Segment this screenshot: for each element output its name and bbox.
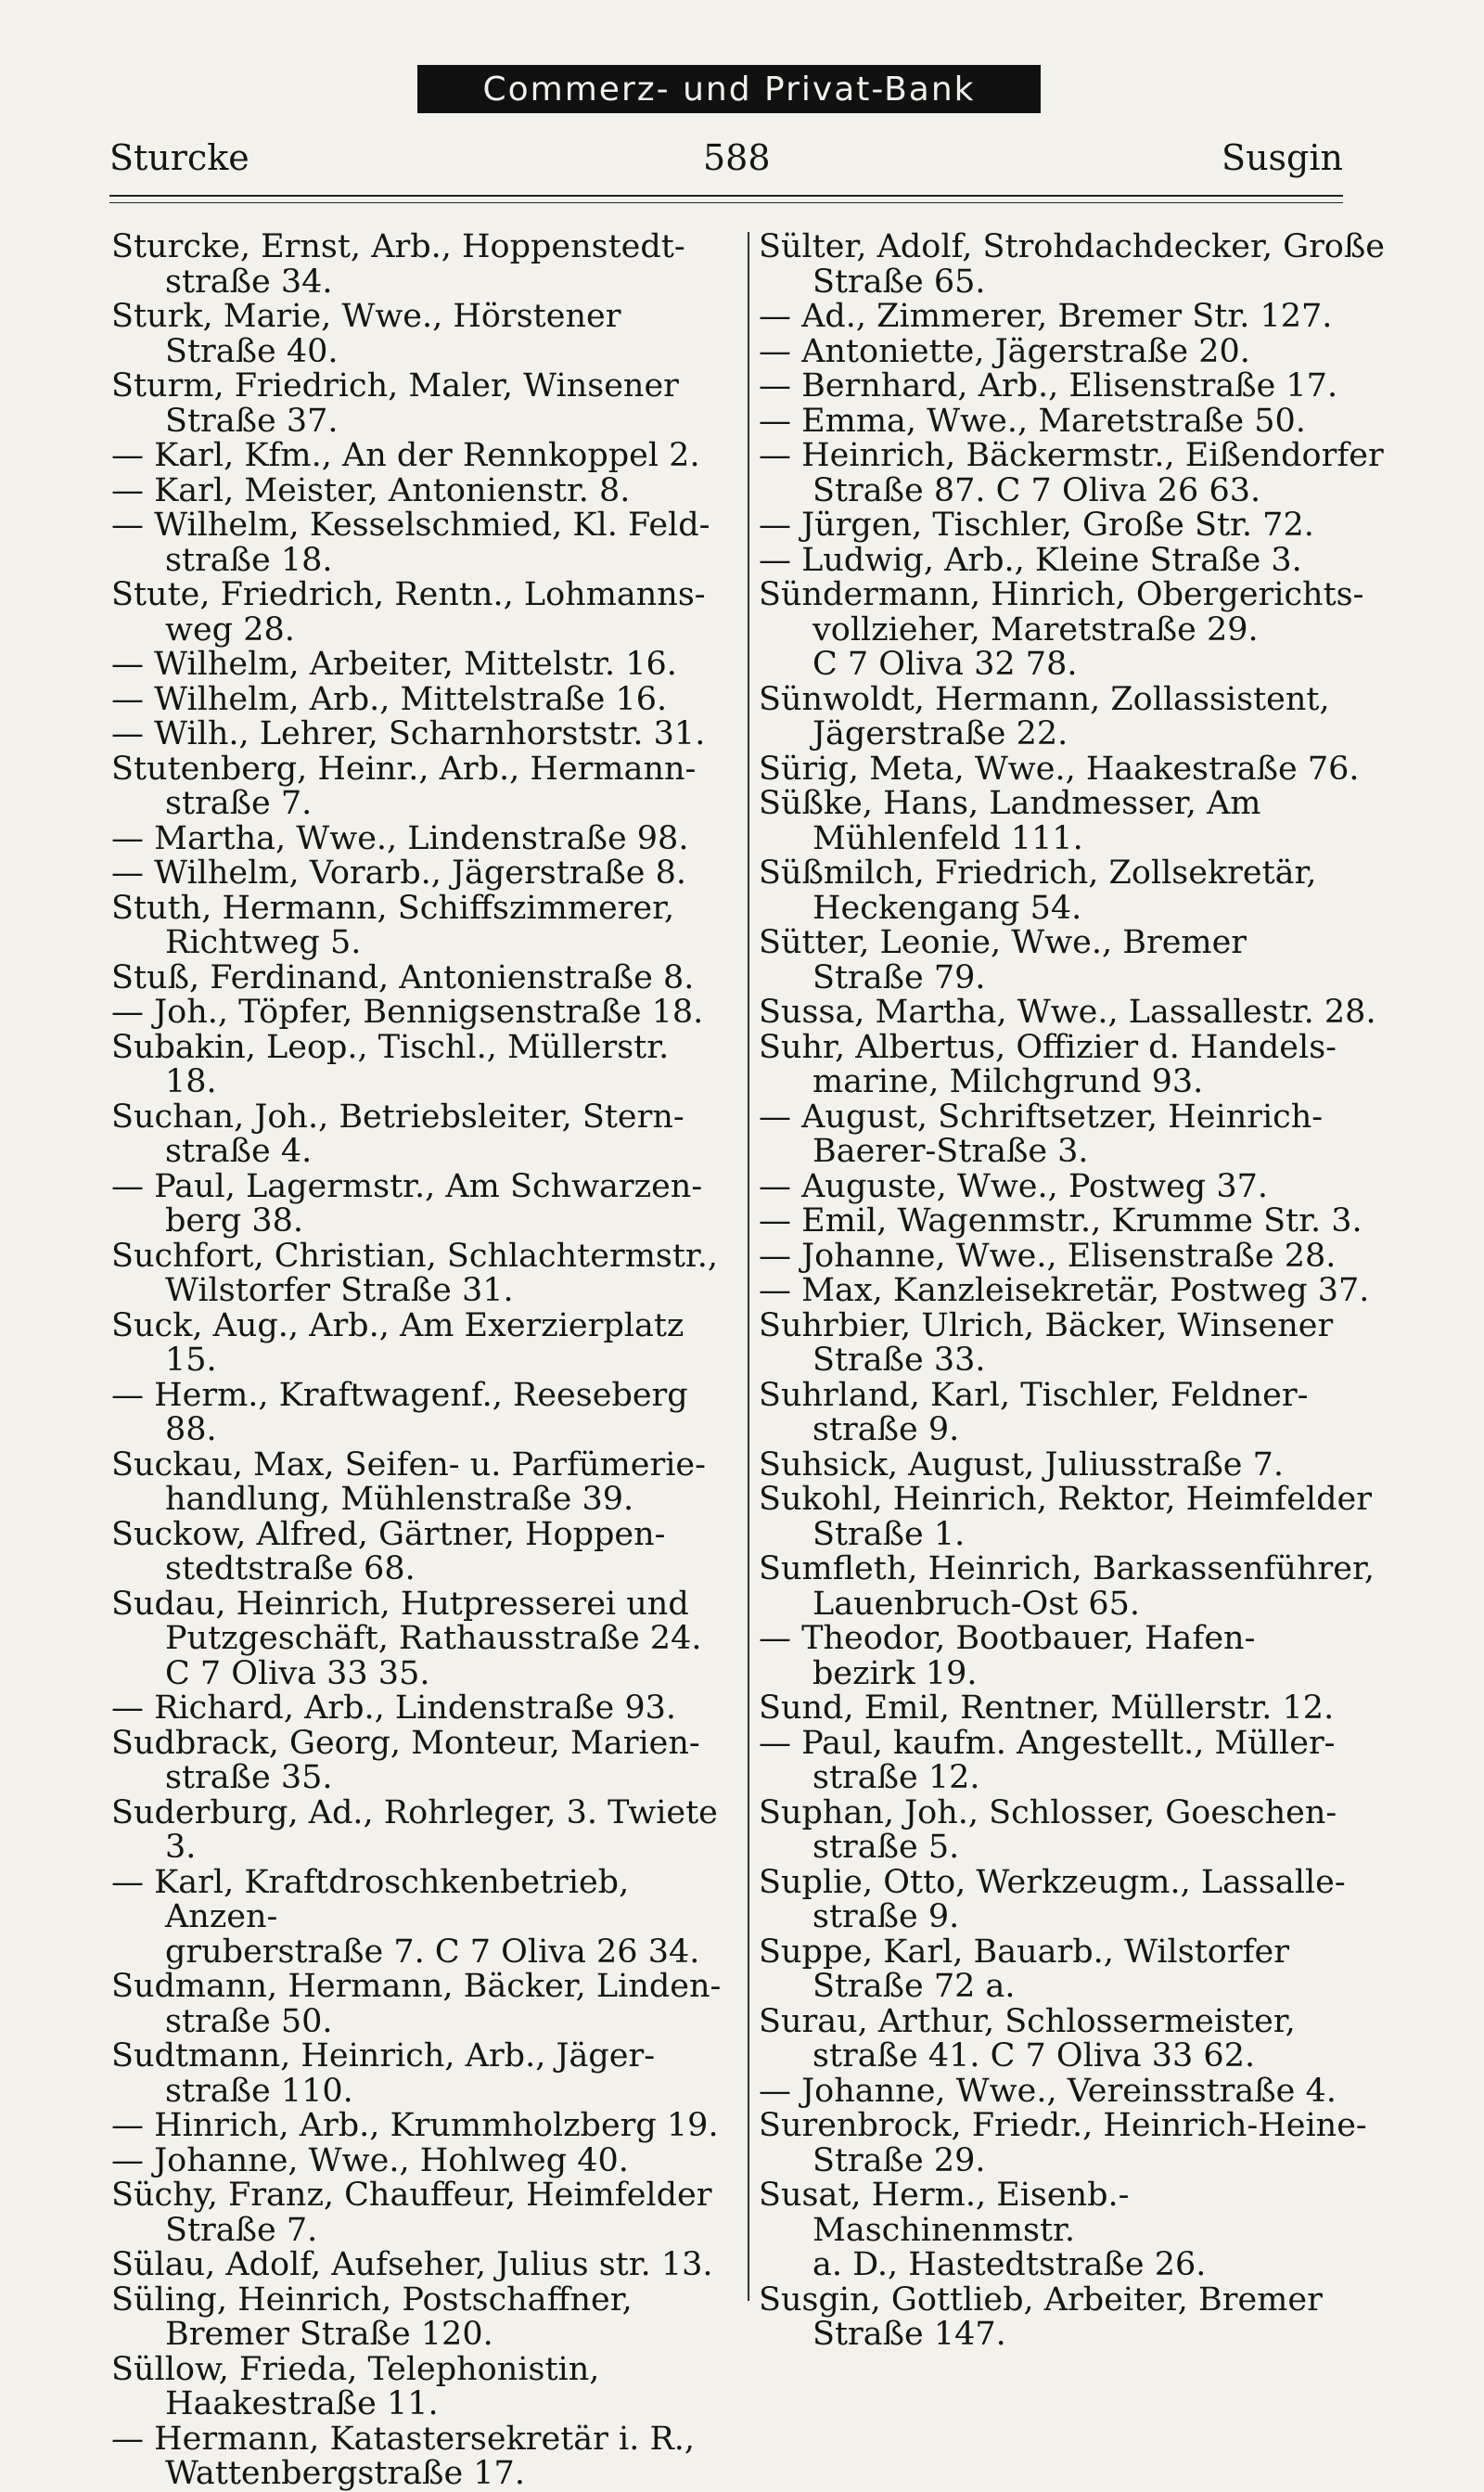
directory-entry: Sudmann, Hermann, Bäcker, Linden- straße 50. [111, 1968, 722, 2040]
directory-entry: Sund, Emil, Rentner, Müllerstr. 12. [759, 1689, 1335, 1727]
directory-entry: Süling, Heinrich, Postschaffner, Bremer Straße 120. [111, 2280, 633, 2353]
directory-entry: Stutenberg, Heinr., Arb., Hermann- straße 7. [111, 750, 697, 822]
directory-entry: — Johanne, Wwe., Elisenstraße 28. [759, 1237, 1337, 1275]
directory-entry: Sülau, Adolf, Aufseher, Julius str. 13. [111, 2246, 713, 2283]
directory-entry: Sudtmann, Heinrich, Arb., Jäger- straße 110. [111, 2037, 656, 2110]
directory-entry: Sünwoldt, Hermann, Zollassistent, Jägerstraße 22. [759, 680, 1330, 752]
directory-entry: Suck, Aug., Arb., Am Exerzierplatz 15. [111, 1306, 695, 1379]
directory-entry: — Jürgen, Tischler, Große Str. 72. [759, 507, 1314, 544]
directory-entry: — Johanne, Wwe., Vereinsstraße 4. [759, 2072, 1337, 2110]
directory-entry: Sülter, Adolf, Strohdachdecker, Große Straße 65. [759, 228, 1385, 301]
directory-entry: — Paul, Lagermstr., Am Schwarzen- berg 38. [111, 1167, 703, 1240]
directory-entry: Stuth, Hermann, Schiffszimmerer, Richtweg 5. [111, 889, 675, 961]
directory-entry: Suckau, Max, Seifen- u. Parfümerie- handlung, Mühlenstraße 39. [111, 1445, 706, 1518]
bank-banner: Commerz- und Privat-Bank [417, 65, 1041, 113]
directory-entry: Suphan, Joh., Schlosser, Goeschen- straße 5. [759, 1793, 1337, 1866]
page-number: 588 [703, 137, 771, 178]
directory-entry: Stuß, Ferdinand, Antonienstraße 8. [111, 958, 695, 996]
directory-entry: Sturm, Friedrich, Maler, Winsener Straße 37. [111, 367, 679, 440]
column-divider [748, 232, 749, 2301]
directory-entry: Susat, Herm., Eisenb.-Maschinenmstr. a. D., Hastedtstraße 26. [759, 2177, 1207, 2283]
directory-entry: Suhr, Albertus, Offizier d. Handels- marine, Milchgrund 93. [759, 1028, 1337, 1100]
directory-entry: — Theodor, Bootbauer, Hafen- bezirk 19. [759, 1620, 1256, 1692]
directory-entry: Surau, Arthur, Schlossermeister, straße 41. C 7 Oliva 33 62. [759, 2002, 1296, 2075]
directory-entry: — Wilhelm, Arb., Mittelstraße 16. [111, 680, 668, 718]
right-column [759, 230, 1389, 2353]
directory-entry: — Hermann, Katastersekretär i. R., Wattenbergstraße 17. [111, 2420, 696, 2492]
directory-entry: Süchy, Franz, Chauffeur, Heimfelder Straße 7. [111, 2177, 712, 2249]
directory-entry: — Karl, Meister, Antonienstr. 8. [111, 471, 631, 509]
directory-entry: Sukohl, Heinrich, Rektor, Heimfelder Straße 1. [759, 1481, 1372, 1553]
directory-entry: — Emma, Wwe., Maretstraße 50. [759, 402, 1306, 440]
directory-entry: Suderburg, Ad., Rohrleger, 3. Twiete 3. [111, 1793, 729, 1866]
directory-entry: — Wilh., Lehrer, Scharnhorststr. 31. [111, 715, 706, 752]
directory-entry: Sudbrack, Georg, Monteur, Marien- straße 35. [111, 1724, 700, 1796]
directory-entry: — Antoniette, Jägerstraße 20. [759, 332, 1250, 370]
directory-entry: Suhsick, August, Juliusstraße 7. [759, 1445, 1285, 1484]
directory-entry: Surenbrock, Friedr., Heinrich-Heine- Straße 29. [759, 2107, 1367, 2179]
directory-entry: — Hinrich, Arb., Krummholzberg 19. [111, 2107, 719, 2144]
header-last-entry: Susgin [1222, 137, 1343, 178]
directory-entry: Susgin, Gottlieb, Arbeiter, Bremer Straße 147. [759, 2280, 1323, 2353]
directory-entry: — Wilhelm, Arbeiter, Mittelstr. 16. [111, 646, 677, 683]
directory-entry: Sturk, Marie, Wwe., Hörstener Straße 40. [111, 298, 621, 370]
header-rule-thin [109, 202, 1343, 203]
page-header [109, 137, 1343, 193]
directory-entry: — Heinrich, Bäckermstr., Eißendorfer Straße 87. C 7 Oliva 26 63. [759, 437, 1384, 509]
directory-entry: Suppe, Karl, Bauarb., Wilstorfer Straße 72 a. [759, 1933, 1289, 2005]
directory-entry: Süllow, Frieda, Telephonistin, Haakestraße 11. [111, 2350, 600, 2422]
directory-entry: Sudau, Heinrich, Hutpresserei und Putzgeschäft, Rathausstraße 24. C 7 Oliva 33 35. [111, 1585, 702, 1692]
directory-entry: — August, Schriftsetzer, Heinrich- Baerer-Straße 3. [759, 1098, 1324, 1170]
left-column [111, 230, 731, 2492]
directory-entry: — Martha, Wwe., Lindenstraße 98. [111, 819, 689, 857]
header-first-entry: Sturcke [109, 137, 249, 178]
directory-entry: — Paul, kaufm. Angestellt., Müller- straße 12. [759, 1724, 1336, 1796]
directory-entry: — Herm., Kraftwagenf., Reeseberg 88. [111, 1376, 698, 1448]
directory-entry: Subakin, Leop., Tischl., Müllerstr. 18. [111, 1028, 680, 1100]
directory-entry: Suplie, Otto, Werkzeugm., Lassalle- straße 9. [759, 1863, 1346, 1935]
directory-entry: — Wilhelm, Vorarb., Jägerstraße 8. [111, 854, 686, 892]
directory-entry: Sussa, Martha, Wwe., Lassallestr. 28. [759, 994, 1376, 1031]
directory-entry: — Emil, Wagenmstr., Krumme Str. 3. [759, 1202, 1362, 1240]
directory-entry: — Johanne, Wwe., Hohlweg 40. [111, 2141, 629, 2179]
directory-entry: Stute, Friedrich, Rentn., Lohmanns- weg 28. [111, 576, 706, 649]
directory-entry: — Richard, Arb., Lindenstraße 93. [111, 1689, 676, 1727]
directory-entry: Sturcke, Ernst, Arb., Hoppenstedt- straße 34. [111, 228, 685, 301]
directory-entry: — Joh., Töpfer, Bennigsenstraße 18. [111, 994, 704, 1031]
directory-entry: Sütter, Leonie, Wwe., Bremer Straße 79. [759, 924, 1247, 996]
directory-entry: Suhrland, Karl, Tischler, Feldner- straße 9. [759, 1376, 1309, 1448]
directory-entry: — Wilhelm, Kesselschmied, Kl. Feld- straße 18. [111, 507, 710, 579]
directory-entry: Sürig, Meta, Wwe., Haakestraße 76. [759, 750, 1360, 788]
directory-entry: — Karl, Kraftdroschkenbetrieb, Anzen- gruberstraße 7. C 7 Oliva 26 34. [111, 1863, 700, 1971]
directory-entry: — Ad., Zimmerer, Bremer Str. 127. [759, 298, 1333, 335]
directory-entry: — Max, Kanzleisekretär, Postweg 37. [759, 1272, 1370, 1309]
directory-entry: Süßmilch, Friedrich, Zollsekretär, Heckengang 54. [759, 854, 1317, 927]
directory-entry: Süßke, Hans, Landmesser, Am Mühlenfeld 111. [759, 785, 1261, 857]
directory-entry: Sündermann, Hinrich, Obergerichts- vollzieher, Maretstraße 29. C 7 Oliva 32 78. [759, 576, 1364, 683]
header-rule [109, 195, 1343, 197]
directory-entry: Suhrbier, Ulrich, Bäcker, Winsener Straße 33. [759, 1306, 1334, 1379]
directory-entry: — Bernhard, Arb., Elisenstraße 17. [759, 367, 1338, 405]
directory-entry: — Ludwig, Arb., Kleine Straße 3. [759, 541, 1302, 579]
directory-entry: Suchfort, Christian, Schlachtermstr., Wilstorfer Straße 31. [111, 1237, 719, 1309]
directory-entry: — Karl, Kfm., An der Rennkoppel 2. [111, 437, 700, 474]
directory-entry: Suckow, Alfred, Gärtner, Hoppen- stedtstraße 68. [111, 1515, 666, 1587]
directory-entry: Sumfleth, Heinrich, Barkassenführer, Lauenbruch-Ost 65. [759, 1550, 1375, 1623]
directory-entry: — Auguste, Wwe., Postweg 37. [759, 1167, 1268, 1205]
directory-entry: Suchan, Joh., Betriebsleiter, Stern- straße 4. [111, 1098, 684, 1170]
